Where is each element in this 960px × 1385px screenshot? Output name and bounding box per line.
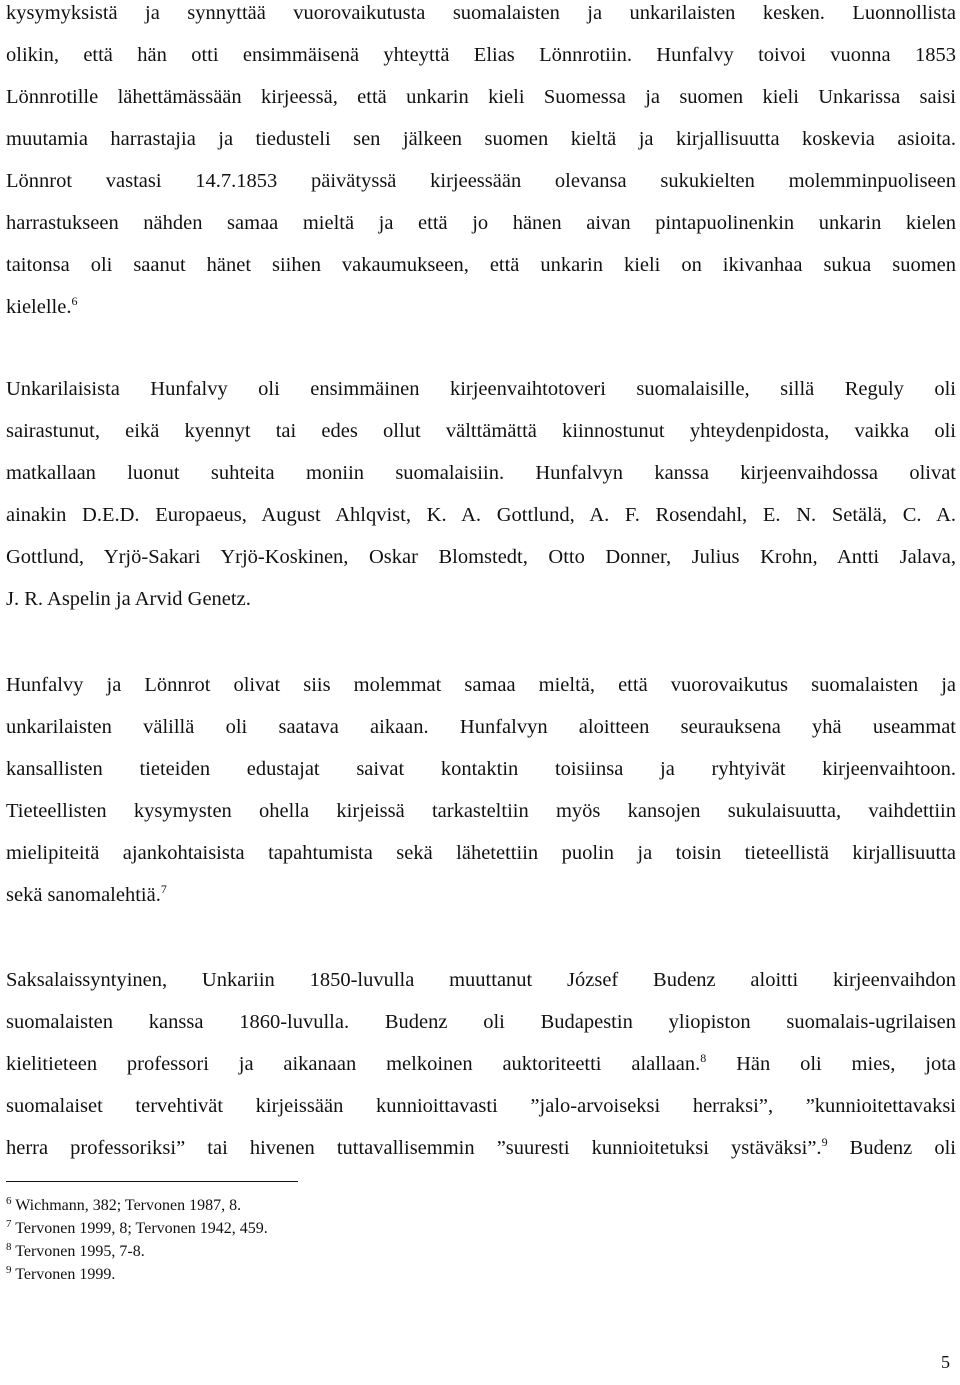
text-line: unkarilaisten välillä oli saatava aikaan. Hunfalvyn aloitteen seurauksena yhä useammat (6, 716, 956, 738)
footnote-ref[interactable]: 9 (821, 1135, 828, 1149)
footnote-ref[interactable]: 7 (160, 882, 167, 896)
footnote-number: 9 (6, 1264, 12, 1276)
text-line-last: J. R. Aspelin ja Arvid Genetz. (6, 588, 251, 610)
text-line-content: kielelle. (6, 296, 72, 318)
footnote (6, 1263, 606, 1286)
footnote-number: 8 (6, 1241, 12, 1253)
text-line-last (6, 874, 956, 916)
text-line-last (6, 286, 956, 328)
text-line-content: herra professoriksi” tai hivenen tuttavallisemmin ”suuresti kunnioitetuksi ystäväksi”. (6, 1137, 822, 1159)
footnote-ref[interactable]: 8 (700, 1051, 707, 1065)
text-line: Lönnrotille lähettämässään kirjeessä, että unkarin kieli Suomessa ja suomen kieli Unkarissa saisi (6, 86, 956, 108)
text-line: Gottlund, Yrjö-Sakari Yrjö-Koskinen, Oskar Blomstedt, Otto Donner, Julius Krohn, Antti Jalava, (6, 546, 956, 568)
text-line-content: kielitieteen professori ja aikanaan melkoinen auktoriteetti alallaan. (6, 1053, 701, 1075)
text-line: sairastunut, eikä kyennyt tai edes ollut välttämättä kiinnostunut yhteydenpidosta, vaikka oli (6, 420, 956, 442)
text-line: Tieteellisten kysymysten ohella kirjeissä tarkasteltiin myös kansojen sukulaisuutta, vaihdettiin (6, 800, 956, 822)
paragraph-1 (6, 0, 956, 328)
footnote-number: 6 (6, 1195, 12, 1207)
text-line-content: sekä sanomalehtiä. (6, 884, 161, 906)
text-line: matkallaan luonut suhteita moniin suomalaisiin. Hunfalvyn kanssa kirjeenvaihdossa olivat (6, 462, 956, 484)
text-line: suomalaisten kanssa 1860-luvulla. Budenz oli Budapestin yliopiston suomalais-ugrilaisen (6, 1011, 956, 1033)
footnote-number: 7 (6, 1218, 12, 1230)
text-line: mielipiteitä ajankohtaisista tapahtumista sekä lähetettiin puolin ja toisin tieteellistä kirjallisuutta (6, 842, 956, 864)
page-number: 5 (941, 1352, 950, 1372)
footnotes (6, 1194, 606, 1286)
text-line: Saksalaissyntyinen, Unkariin 1850-luvulla muuttanut József Budenz aloitti kirjeenvaihdon (6, 969, 956, 991)
text-line: Hunfalvy ja Lönnrot olivat siis molemmat samaa mieltä, että vuorovaikutus suomalaisten ja (6, 674, 956, 696)
text-line: suomalaiset tervehtivät kirjeissään kunnioittavasti ”jalo-arvoiseksi herraksi”, ”kunnioitettavaksi (6, 1095, 956, 1117)
footnote-separator (6, 1181, 298, 1182)
text-line (6, 1043, 956, 1085)
text-line: kansallisten tieteiden edustajat saivat kontaktin toisiinsa ja ryhtyivät kirjeenvaihtoon. (6, 758, 956, 780)
paragraph-2 (6, 368, 956, 620)
text-line-content: Budenz oli (827, 1137, 956, 1159)
footnote-text: Wichmann, 382; Tervonen 1987, 8. (11, 1197, 242, 1214)
text-line: muutamia harrastajia ja tiedusteli sen jälkeen suomen kieltä ja kirjallisuutta koskevia asioita. (6, 128, 956, 150)
footnote-text: Tervonen 1995, 7-8. (11, 1243, 145, 1260)
text-line-content: Hän oli mies, jota (706, 1053, 956, 1075)
footnote (6, 1240, 606, 1263)
document-page (6, 0, 956, 1385)
text-line: olikin, että hän otti ensimmäisenä yhteyttä Elias Lönnrotiin. Hunfalvy toivoi vuonna 1853 (6, 44, 956, 66)
footnote-text: Tervonen 1999, 8; Tervonen 1942, 459. (11, 1220, 268, 1237)
text-line: ainakin D.E.D. Europaeus, August Ahlqvist, K. A. Gottlund, A. F. Rosendahl, E. N. Setälä, C. A. (6, 504, 956, 526)
footnote-text: Tervonen 1999. (11, 1266, 116, 1283)
text-line: harrastukseen nähden samaa mieltä ja että jo hänen aivan pintapuolinenkin unkarin kielen (6, 212, 956, 234)
text-line: Unkarilaisista Hunfalvy oli ensimmäinen kirjeenvaihtotoveri suomalaisille, sillä Reguly oli (6, 378, 956, 400)
footnote (6, 1194, 606, 1217)
text-line (6, 1127, 956, 1169)
text-line: taitonsa oli saanut hänet siihen vakaumukseen, että unkarin kieli on ikivanhaa sukua suomen (6, 254, 956, 276)
text-line: kysymyksistä ja synnyttää vuorovaikutusta suomalaisten ja unkarilaisten kesken. Luonnollista (6, 2, 956, 24)
footnote (6, 1217, 606, 1240)
text-line: Lönnrot vastasi 14.7.1853 päivätyssä kirjeessään olevansa sukukielten molemminpuoliseen (6, 170, 956, 192)
footnote-ref[interactable]: 6 (71, 294, 78, 308)
paragraph-3 (6, 664, 956, 916)
paragraph-4 (6, 959, 956, 1169)
